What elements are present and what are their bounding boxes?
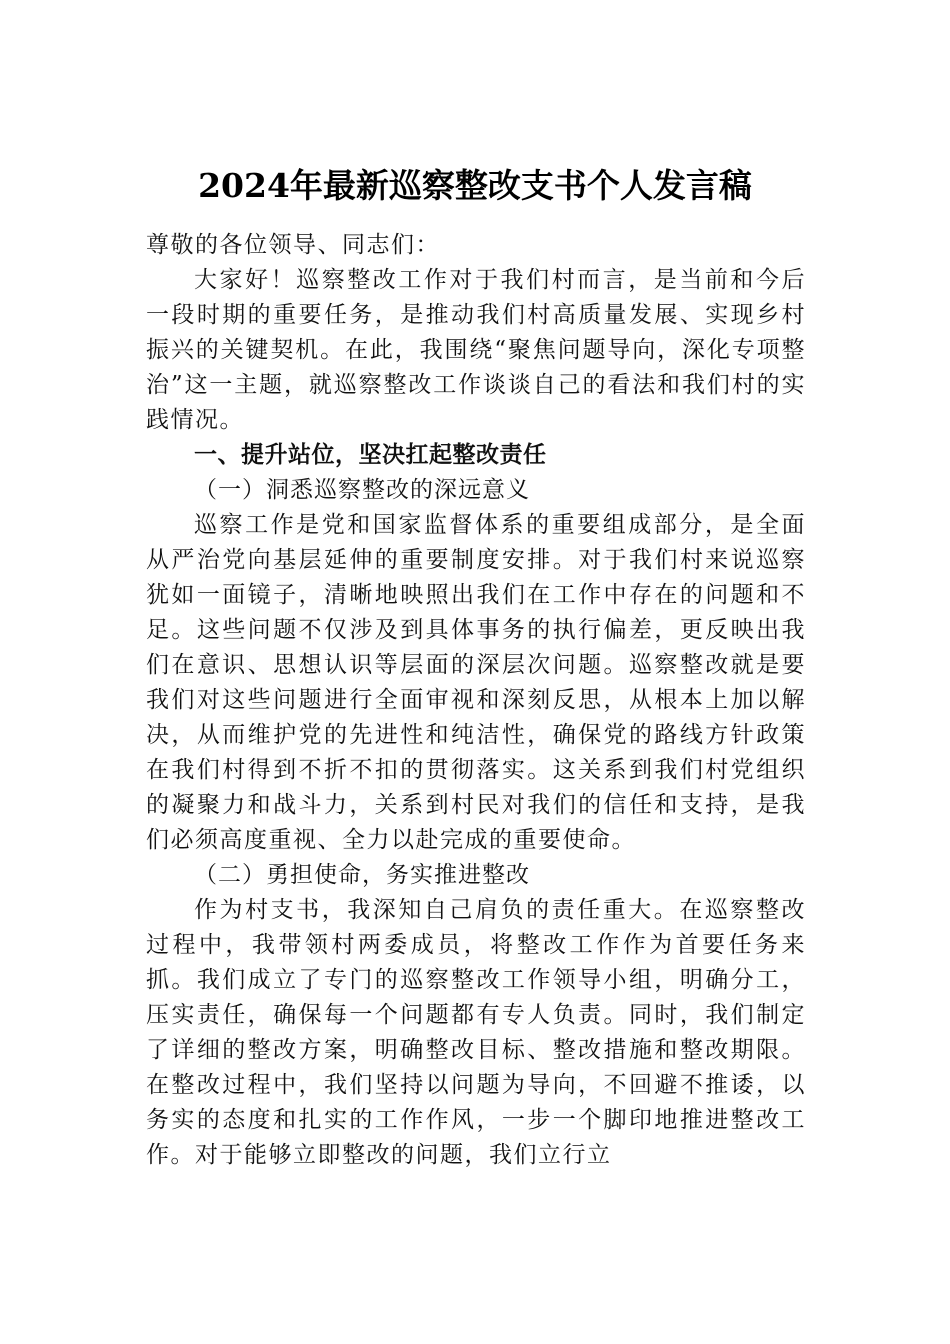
subsection-heading-2: （二）勇担使命，务实推进整改 — [194, 862, 530, 888]
subsection-1-paragraph: 巡察工作是党和国家监督体系的重要组成部分，是全面从严治党向基层延伸的重要制度安排。对于我们村来说巡察犹如一面镜子，清晰地映照出我们在工作中存在的问题和不足。这些问题不仅涉及到具体事务的执行偏差，更反映出我们在意识、思想认识等层面的深层次问题。巡察整改就是要我们对这些问题进行全面审视和深刻反思，从根本上加以解决，从而维护党的先进性和纯洁性，确保党的路线方针政策在我们村得到不折不扣的贯彻落实。这关系到我们村党组织的凝聚力和战斗力，关系到村民对我们的信任和支持，是我们必须高度重视、全力以赴完成的重要使命。 — [146, 512, 806, 853]
salutation: 尊敬的各位领导、同志们： — [146, 232, 440, 258]
intro-paragraph: 大家好！巡察整改工作对于我们村而言，是当前和今后一段时期的重要任务，是推动我们村高质量发展、实现乡村振兴的关键契机。在此，我围绕“聚焦问题导向，深化专项整治”这一主题，就巡察整改工作谈谈自己的看法和我们村的实践情况。 — [146, 267, 806, 433]
subsection-2-paragraph: 作为村支书，我深知自己肩负的责任重大。在巡察整改过程中，我带领村两委成员，将整改工作作为首要任务来抓。我们成立了专门的巡察整改工作领导小组，明确分工，压实责任，确保每一个问题都有专人负责。同时，我们制定了详细的整改方案，明确整改目标、整改措施和整改期限。在整改过程中，我们坚持以问题为导向，不回避不推诿，以务实的态度和扎实的工作作风，一步一个脚印地推进整改工作。对于能够立即整改的问题，我们立行立 — [146, 897, 806, 1168]
document-body — [146, 228, 806, 1173]
section-heading-1: 一、提升站位，坚决扛起整改责任 — [194, 442, 547, 468]
subsection-heading-1: （一）洞悉巡察整改的深远意义 — [194, 477, 530, 503]
document-title: 2024年最新巡察整改支书个人发言稿 — [198, 166, 752, 205]
